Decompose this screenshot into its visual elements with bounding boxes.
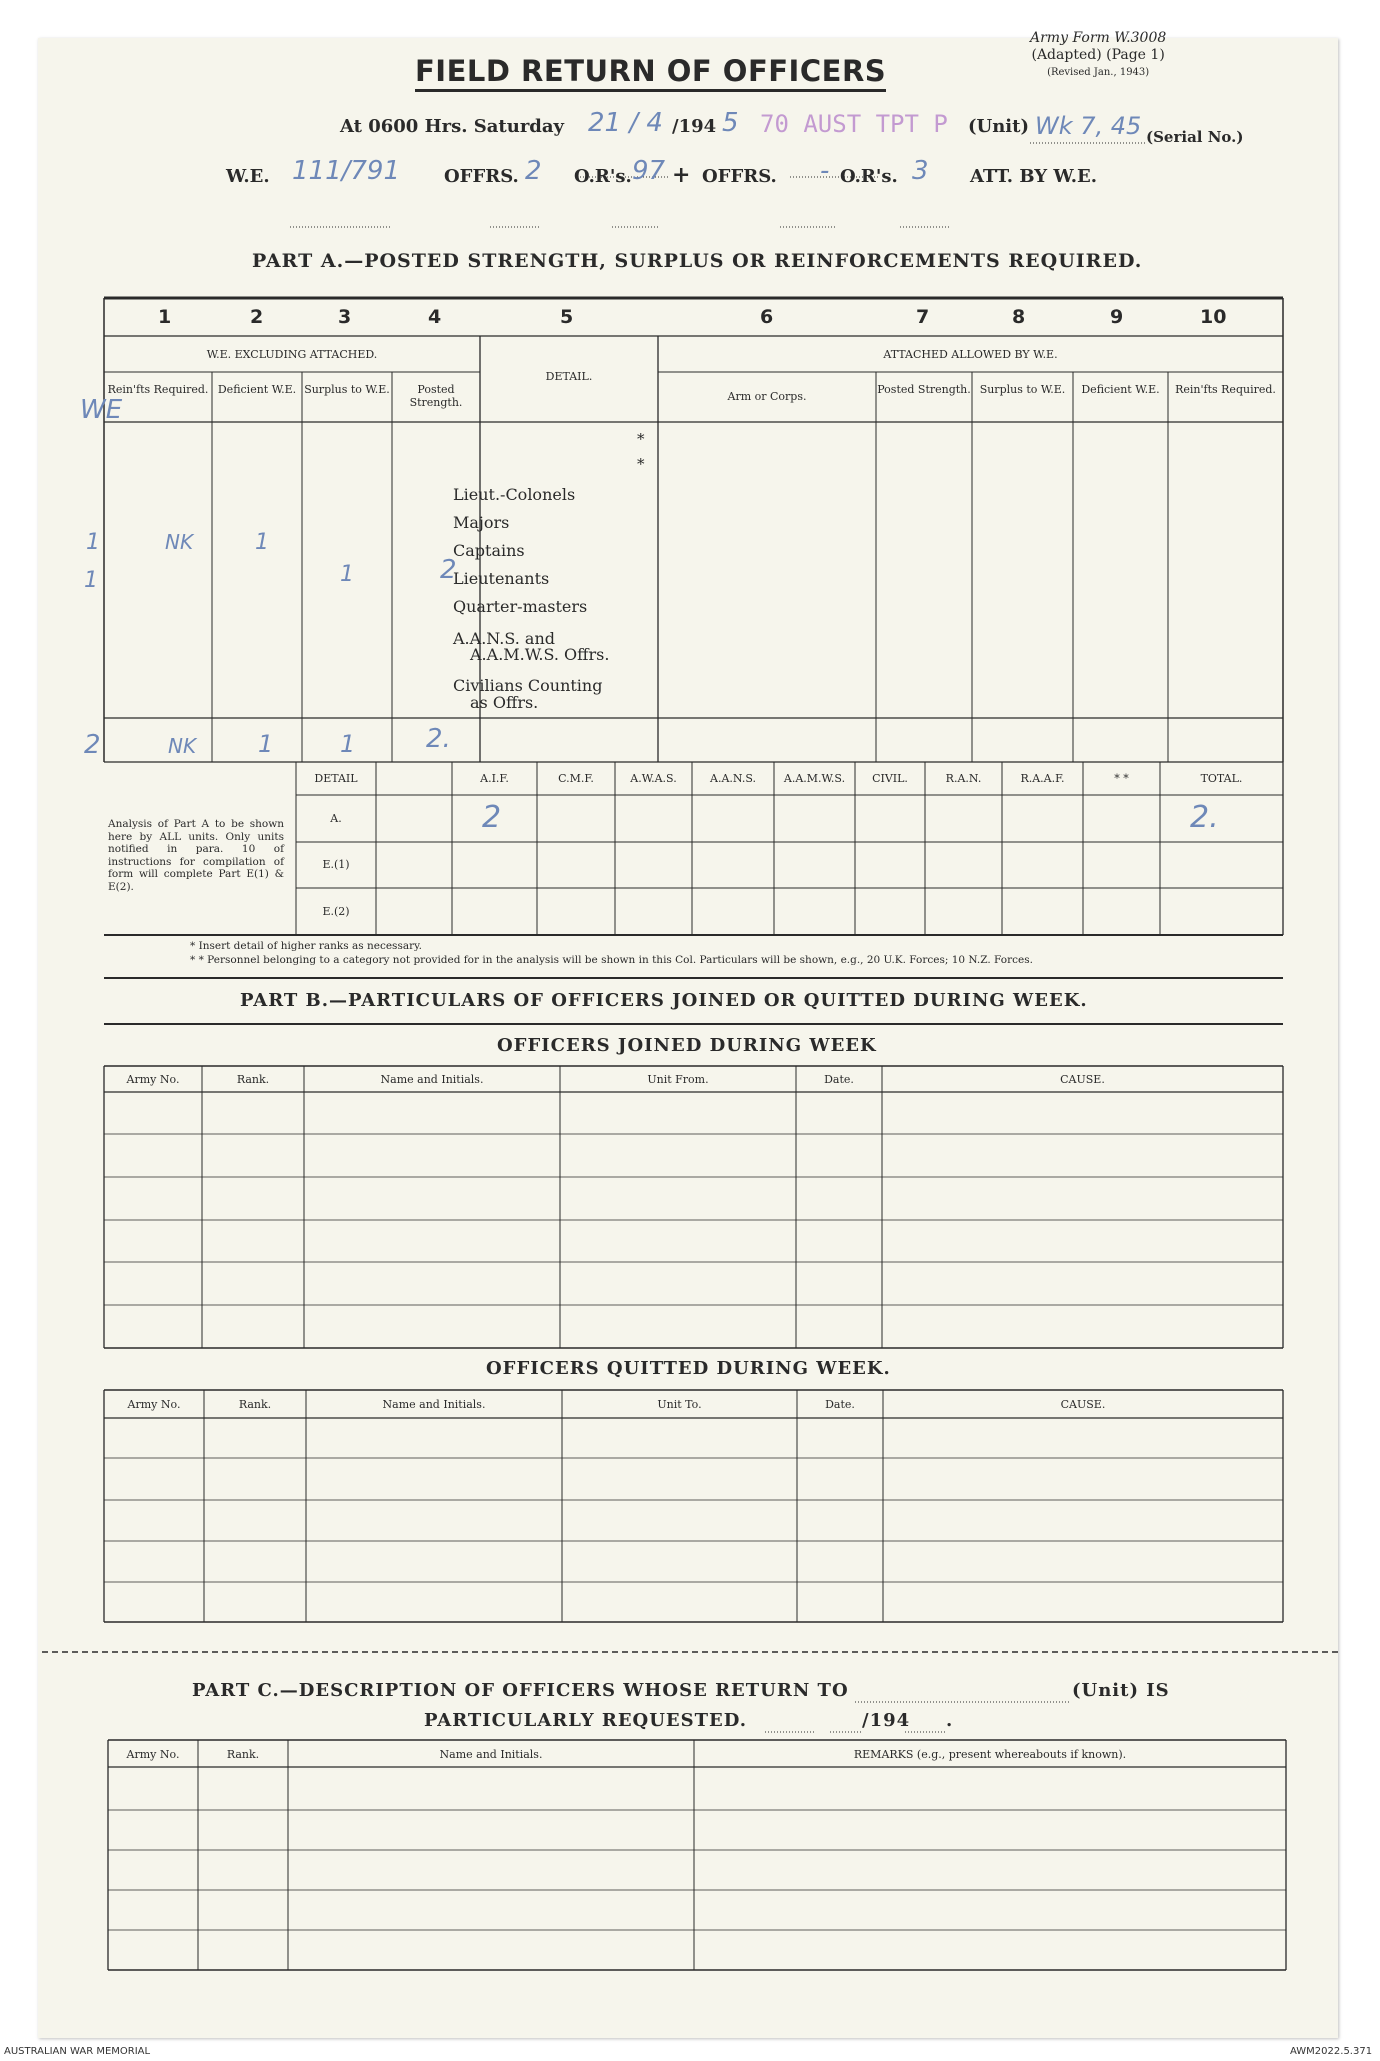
hand-we-margin: WE bbox=[80, 395, 123, 425]
part-c-header-rank: Rank. bbox=[226, 1748, 260, 1761]
joined-header-cause: CAUSE. bbox=[1060, 1073, 1105, 1086]
col-number: 7 bbox=[916, 306, 930, 328]
ors-handwritten: 97 bbox=[632, 156, 666, 186]
joined-header-army-no: Army No. bbox=[126, 1073, 180, 1086]
analysis-header-detail: DETAIL bbox=[314, 772, 358, 785]
detail-lieut-colonels: Lieut.-Colonels bbox=[453, 485, 576, 504]
we-label: W.E. bbox=[226, 166, 270, 187]
hand-total-deficient: 1 bbox=[258, 730, 274, 758]
analysis-header-other: * * bbox=[1114, 772, 1129, 785]
detail-lieutenants: Lieutenants bbox=[453, 569, 550, 588]
unit-label: (Unit) bbox=[968, 116, 1029, 137]
hand-captains-margin: 1 bbox=[86, 530, 100, 555]
part-c-heading: PART C.—DESCRIPTION OF OFFICERS WHOSE RETURN TO bbox=[192, 1680, 849, 1701]
detail-quarter-masters: Quarter-masters bbox=[453, 597, 588, 616]
detail-captains: Captains bbox=[453, 541, 525, 560]
quitted-header-cause: CAUSE. bbox=[1060, 1398, 1106, 1411]
col-number: 4 bbox=[428, 306, 442, 328]
joined-header-unit-from: Unit From. bbox=[647, 1073, 709, 1086]
part-a-heading: PART A.—POSTED STRENGTH, SURPLUS OR REINFORCEMENTS REQUIRED. bbox=[252, 250, 1143, 272]
quitted-header-army-no: Army No. bbox=[127, 1398, 181, 1411]
footnote-1: * Insert detail of higher ranks as necessary. bbox=[190, 940, 422, 952]
analysis-header-aans: A.A.N.S. bbox=[710, 772, 756, 785]
analysis-header-raaf: R.A.A.F. bbox=[1020, 772, 1065, 785]
col-number: 5 bbox=[560, 306, 574, 328]
col-number: 6 bbox=[760, 306, 774, 328]
hand-captains-deficient: 1 bbox=[255, 530, 269, 555]
reinfts-required-header: Rein'fts Required. bbox=[107, 383, 209, 396]
hand-analysis-aif: 2 bbox=[482, 800, 502, 835]
serial-number-handwritten: Wk 7, 45 bbox=[1035, 112, 1142, 140]
deficient-we-header: Deficient W.E. bbox=[217, 383, 297, 396]
col-number: 10 bbox=[1200, 306, 1227, 328]
reinfts-required-attached-header: Rein'fts Required. bbox=[1175, 383, 1276, 396]
part-c-requested: PARTICULARLY REQUESTED. bbox=[424, 1710, 747, 1731]
part-b-heading: PART B.—PARTICULARS OF OFFICERS JOINED OR QUITTED DURING WEEK. bbox=[240, 990, 1088, 1011]
col-number: 2 bbox=[250, 306, 264, 328]
offrs-label: OFFRS. bbox=[444, 166, 519, 187]
plus-sign: + bbox=[672, 162, 691, 188]
hand-total-reinfts: NK bbox=[168, 734, 197, 758]
detail-header: DETAIL. bbox=[545, 370, 593, 383]
quitted-header-name: Name and Initials. bbox=[382, 1398, 486, 1411]
footer-accession-number: AWM2022.5.371 bbox=[1290, 2046, 1373, 2057]
analysis-header-aamws: A.A.M.W.S. bbox=[783, 772, 846, 785]
we-handwritten: 111/791 bbox=[292, 156, 401, 186]
ors-label: O.R's. bbox=[574, 166, 632, 187]
star-marker: * bbox=[637, 430, 645, 448]
joined-header-name: Name and Initials. bbox=[380, 1073, 484, 1086]
unit-stamp: 70 AUST TPT P bbox=[760, 110, 948, 138]
year-handwritten: 5 bbox=[722, 108, 739, 138]
posted-strength-attached-header: Posted Strength. bbox=[877, 383, 971, 396]
hand-lieutenants-margin: 1 bbox=[84, 568, 98, 593]
offrs-attached-handwritten: - bbox=[820, 156, 830, 186]
form-title: FIELD RETURN OF OFFICERS bbox=[415, 54, 886, 92]
deficient-we-attached-header: Deficient W.E. bbox=[1081, 383, 1160, 396]
part-c-header-name: Name and Initials. bbox=[439, 1748, 543, 1761]
ors-attached-handwritten: 3 bbox=[912, 156, 929, 186]
part-c-period: . bbox=[946, 1710, 954, 1731]
quitted-title: OFFICERS QUITTED DURING WEEK. bbox=[486, 1358, 891, 1379]
hand-lieutenants-surplus: 1 bbox=[340, 562, 354, 587]
col-number: 8 bbox=[1012, 306, 1026, 328]
army-form-number: Army Form W.3008 (Adapted) (Page 1) (Revised Jan., 1943) bbox=[1030, 30, 1167, 78]
analysis-row-e1: E.(1) bbox=[322, 858, 350, 871]
part-c-header-army-no: Army No. bbox=[126, 1748, 180, 1761]
we-excluding-attached-header: W.E. EXCLUDING ATTACHED. bbox=[206, 348, 378, 361]
detail-civilians: Civilians Counting bbox=[453, 676, 603, 695]
detail-aamws: A.A.M.W.S. Offrs. bbox=[470, 645, 610, 664]
detail-aans: A.A.N.S. and bbox=[453, 629, 555, 648]
attached-allowed-header: ATTACHED ALLOWED BY W.E. bbox=[883, 348, 1058, 361]
joined-header-date: Date. bbox=[824, 1073, 854, 1086]
analysis-header-ran: R.A.N. bbox=[945, 772, 982, 785]
ors-attached-label: O.R's. bbox=[840, 166, 898, 187]
joined-title: OFFICERS JOINED DURING WEEK bbox=[497, 1035, 877, 1056]
arm-or-corps-header: Arm or Corps. bbox=[727, 390, 807, 403]
year-label: /194 bbox=[672, 116, 717, 137]
time-day-label: At 0600 Hrs. Saturday bbox=[340, 116, 565, 137]
hand-captains-reinfts: NK bbox=[165, 530, 194, 554]
analysis-header-civil: CIVIL. bbox=[872, 772, 908, 785]
part-c-unit-label: (Unit) IS bbox=[1072, 1680, 1170, 1701]
att-by-we-label: ATT. BY W.E. bbox=[970, 166, 1098, 187]
part-c-year: /194 bbox=[862, 1710, 911, 1731]
quitted-header-date: Date. bbox=[825, 1398, 855, 1411]
detail-as-offrs: as Offrs. bbox=[470, 693, 539, 712]
quitted-header-unit-to: Unit To. bbox=[657, 1398, 702, 1411]
analysis-row-a: A. bbox=[330, 812, 342, 825]
col-number: 3 bbox=[338, 306, 352, 328]
detail-majors: Majors bbox=[453, 513, 510, 532]
posted-strength-header: Posted Strength. bbox=[409, 383, 463, 409]
analysis-header-awas: A.W.A.S. bbox=[630, 772, 677, 785]
serial-label: (Serial No.) bbox=[1146, 128, 1244, 146]
hand-analysis-total: 2. bbox=[1190, 800, 1219, 835]
analysis-header-cmf: C.M.F. bbox=[558, 772, 594, 785]
hand-total-posted: 2. bbox=[426, 724, 451, 754]
part-c-header-remarks: REMARKS (e.g., present whereabouts if known). bbox=[853, 1748, 1127, 1761]
offrs-attached-label: OFFRS. bbox=[702, 166, 777, 187]
footer-institution: AUSTRALIAN WAR MEMORIAL bbox=[4, 2046, 151, 2057]
quitted-header-rank: Rank. bbox=[238, 1398, 272, 1411]
analysis-header-aif: A.I.F. bbox=[480, 772, 509, 785]
col-number: 1 bbox=[158, 306, 172, 328]
col-number: 9 bbox=[1110, 306, 1124, 328]
analysis-header-total: TOTAL. bbox=[1200, 772, 1243, 785]
hand-lieutenants-posted: 2 bbox=[440, 555, 457, 585]
date-handwritten: 21 / 4 bbox=[588, 108, 663, 138]
star-marker: * bbox=[637, 455, 645, 473]
surplus-to-we-attached-header: Surplus to W.E. bbox=[979, 383, 1066, 396]
joined-header-rank: Rank. bbox=[236, 1073, 270, 1086]
analysis-note: Analysis of Part A to be shown here by ALL units. Only units notified in para. 10 of instructions for compilation of form will complete Part E(1) & E(2). bbox=[108, 818, 284, 893]
surplus-to-we-header: Surplus to W.E. bbox=[304, 383, 390, 396]
hand-total-surplus: 1 bbox=[340, 730, 356, 758]
offrs-handwritten: 2 bbox=[525, 156, 542, 186]
analysis-row-e2: E.(2) bbox=[322, 905, 350, 918]
footnote-2: * * Personnel belonging to a category not provided for in the analysis will be shown in this Col. Particulars will be shown, e.g., 20 U.K. Forces; 10 N.Z. Forces. bbox=[190, 954, 1033, 966]
hand-total-margin: 2 bbox=[84, 730, 101, 760]
